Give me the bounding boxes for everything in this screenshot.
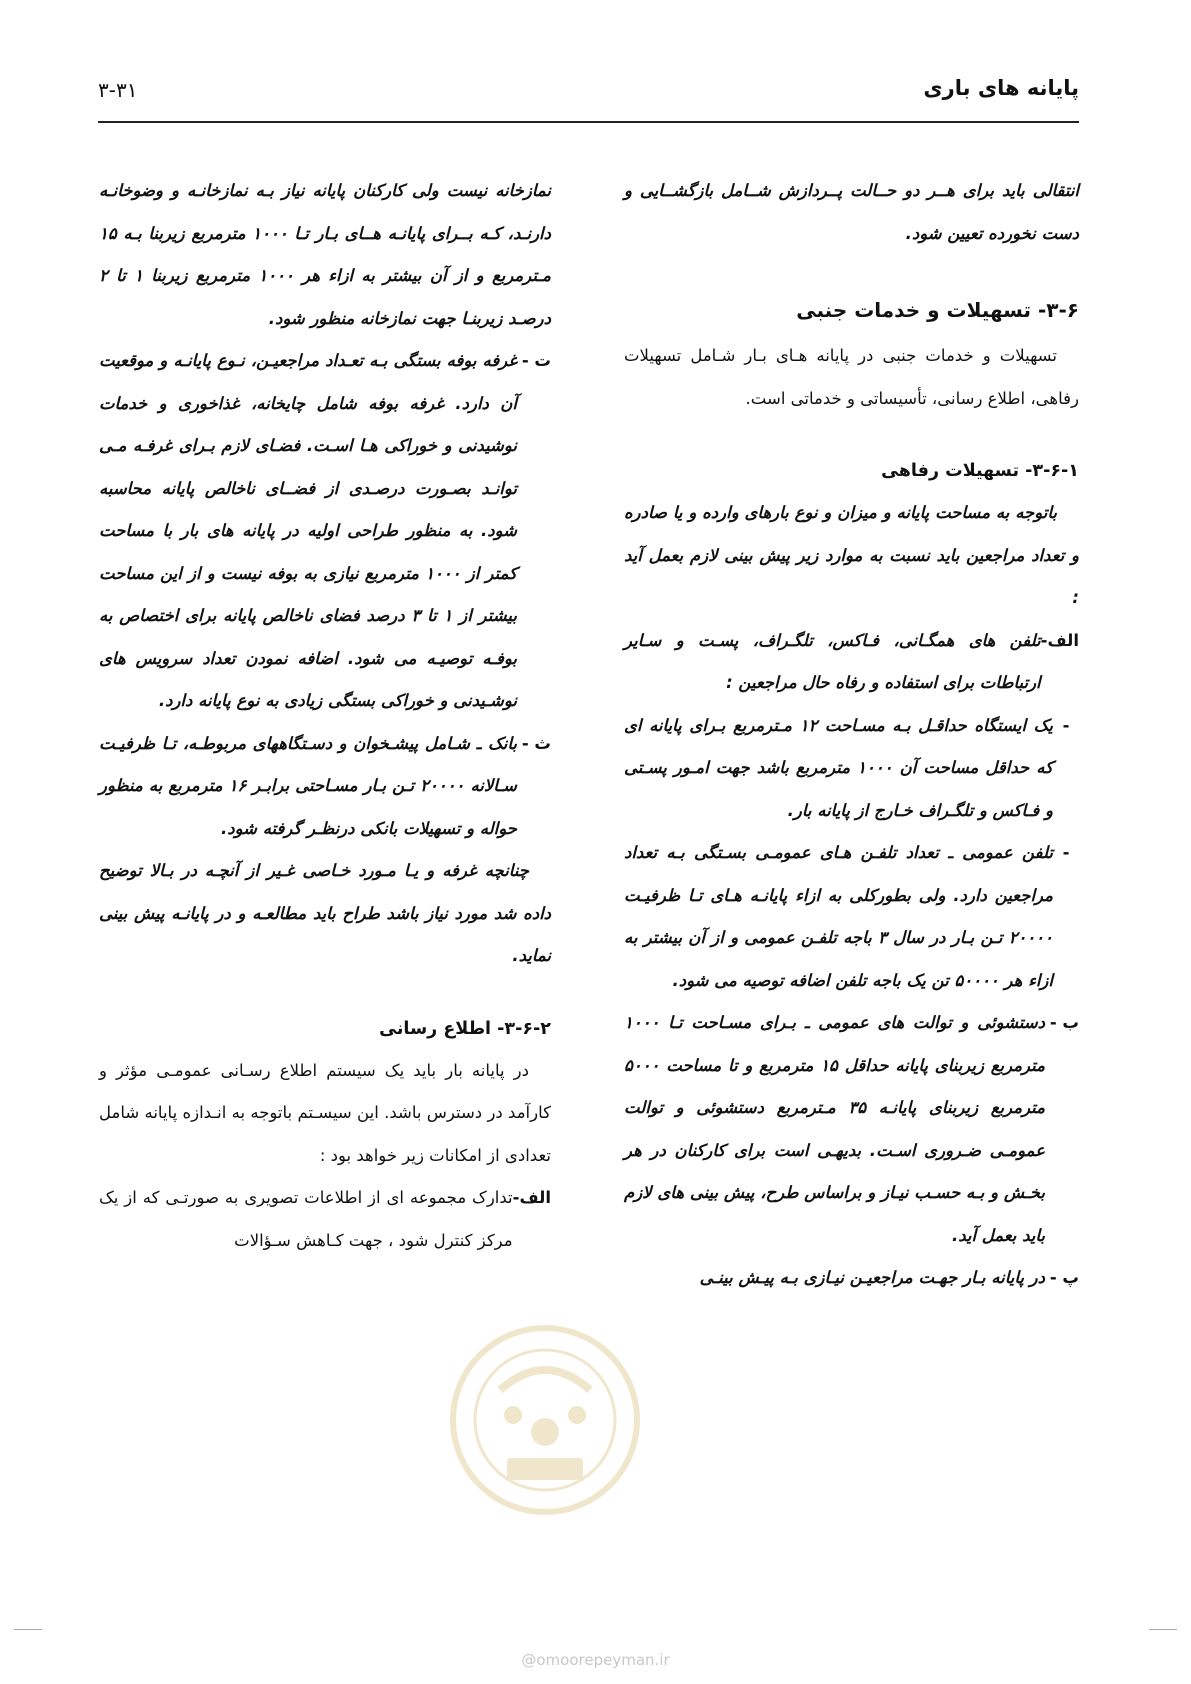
- list-marker: -: [1062, 715, 1070, 735]
- list-item-dash-1: [624, 705, 1079, 833]
- list-item-text: یک ایستگاه حداقـل بـه مسـاحت ۱۲ مـترمربع بـرای پایانه ای که حداقل مساحت آن ۱۰۰۰ مترمربع باشد جهت امـور پسـتی و فـاکس و تلگـراف خـارج از پایانه بار.: [624, 715, 1053, 820]
- continued-paragraph: نمازخانه نیست ولی کارکنان پایانه نیاز بـه نمازخانـه و وضوخانـه دارنـد، کـه بــرای پایانـه هــای بـار تـا ۱۰۰۰ مترمربع زیربنا بـه ۱۵ مـترمربع و از آن بیشتر به ازاء هر ۱۰۰۰ مترمربع زیربنا ۱ تا ۲ درصـد زیربنـا جهت نمازخانه منظور شود.: [99, 181, 552, 328]
- subsection-heading-welfare: ۳-۶-۱- تسهیلات رفاهی: [881, 461, 1079, 481]
- subsection-heading-information: ۳-۶-۲- اطلاع رسانی: [379, 1018, 551, 1039]
- list-item-dash-2: [624, 832, 1079, 1002]
- list-item-text: دستشوئی و توالت های عمومی ـ بـرای مسـاحت تـا ۱۰۰۰ مترمربع زیربنای پایانه حداقل ۱۵ مترمربع و تا مساحت ۵۰۰۰ مترمربع زیربنای پایانـه ۳۵ مـترمربع دستشوئی و توالت عمومـی ضـروری اسـت. بدیهـی است برای کارکنان در هر بخـش و بـه حسـب نیـاز و براساس طرح، پیش بینی های لازم باید بعمل آید.: [624, 1013, 1045, 1245]
- list-item-text: تدارک مجموعه ای از اطلاعات تصویری به صورتـی که از یک مرکز کنترل شود ، جهت کـاهش سـؤالات: [99, 1188, 513, 1250]
- list-item-text: غرفه بوفه بستگی بـه تعـداد مراجعیـن، نـوع پایانـه و موقعیت آن دارد. غرفه بوفه شامل چایخانه، غذاخوری و خدمات نوشیدنی و خوراکی هـا اسـت. فضـای لازم بـرای غرفـه مـی توانـد بصـورت درصـدی از فضــای ناخالص پایانه محاسبه شود. به منظور طراحی اولیه در پایانه های بار با مساحت کمتر از ۱۰۰۰ مترمربع نیازی به بوفه نیست و از این مساحت بیشتر از ۱ تا ۳ درصد فضای ناخالص پایانه برای اختصاص به بوفـه توصیـه می شود. اضافه نمودن تعداد سرویس های نوشـیدنی و خوراکی بستگی زیادی به نوع پایانه دارد.: [99, 351, 517, 710]
- information-paragraph: در پایانه بار باید یک سیستم اطلاع رسـانی عمومـی مؤثر و کارآمد در دسترس باشد. این سیسـتم باتوجه به انـدازه پایانه شامل تعدادی از امکانات زیر خواهد بود :: [99, 1060, 551, 1165]
- list-item-text: تلفن های همگـانی، فـاکس، تلگـراف، پسـت و سـایر ارتباطات برای استفاده و رفاه حال مراجعین :: [624, 630, 1041, 692]
- left-column: [99, 170, 551, 1262]
- right-column: [624, 170, 1079, 1300]
- list-item-alef: [624, 620, 1079, 705]
- section-heading: ۳-۶- تسهیلات و خدمات جنبی: [796, 298, 1079, 322]
- list-marker: ث -: [521, 733, 551, 753]
- list-item-be: [624, 1002, 1079, 1257]
- intro-paragraph: انتقالی باید برای هــر دو حــالت پــردازش شــامل بازگشــایی و دست نخورده تعیین شود.: [624, 181, 1079, 243]
- list-marker: الف-: [512, 1188, 551, 1207]
- section-paragraph: تسهیلات و خدمات جنبی در پایانه هـای بـار شـامل تسهیلات رفاهی، اطلاع رسانی، تأسیساتی و خدماتی است.: [624, 346, 1079, 408]
- header-rule: [98, 121, 1079, 123]
- list-marker: ب -: [1049, 1013, 1079, 1032]
- list-item-te: [99, 340, 551, 723]
- welfare-paragraph: باتوجه به مساحت پایانه و میزان و نوع بارهای وارده و یا صادره و تعداد مراجعین باید نسبت به موارد زیر پیش بینی لازم بعمل آید :: [624, 503, 1079, 607]
- watermark-seal-icon: [445, 1320, 645, 1520]
- list-marker: -: [1062, 843, 1070, 862]
- list-item-se: [99, 723, 551, 851]
- list-item-alef-2: [99, 1177, 551, 1262]
- list-item-text: تلفن عمومی ـ تعداد تلفـن هـای عمومـی بسـتگی بـه تعداد مراجعین دارد. ولی بطورکلی به ازاء پایانـه هـای تـا ظرفیـت ۲۰۰۰۰ تـن بـار در سال ۳ باجه تلفـن عمومی و از آن بیشتر به ازاء هر ۵۰۰۰۰ تن یک باجه تلفن اضافه توصیه می شود.: [624, 843, 1053, 990]
- footer-url: @omoorepeyman.ir: [521, 1651, 670, 1669]
- page-number: ۳-۳۱: [98, 78, 138, 102]
- list-marker: ت -: [521, 351, 551, 370]
- list-item-text: بانک ـ شـامل پیشـخوان و دسـتگاههای مربوطـه، تـا ظرفیـت سـالانه ۲۰۰۰۰ تـن بـار مسـاحتی برابـر ۱۶ مترمربع به منظور حواله و تسهیلات بانکی درنظـر گرفته شود.: [99, 733, 517, 838]
- list-marker: الف-: [1040, 630, 1079, 650]
- list-marker: پ -: [1049, 1268, 1079, 1287]
- edge-mark-right: [1149, 1629, 1177, 1630]
- edge-mark-left: [14, 1629, 42, 1630]
- list-item-pe: [624, 1257, 1079, 1300]
- list-item-text: در پایانه بـار جهـت مراجعیـن نیـازی بـه پیـش بینـی: [699, 1268, 1045, 1287]
- closing-paragraph: چنانچه غرفه و یـا مـورد خـاصی غـیر از آنچـه در بـالا توضیح داده شد مورد نیاز باشد طراح باید مطالعـه و در پایانـه پیش بینی نماید.: [99, 861, 551, 965]
- running-title: پایانه های باری: [923, 76, 1079, 100]
